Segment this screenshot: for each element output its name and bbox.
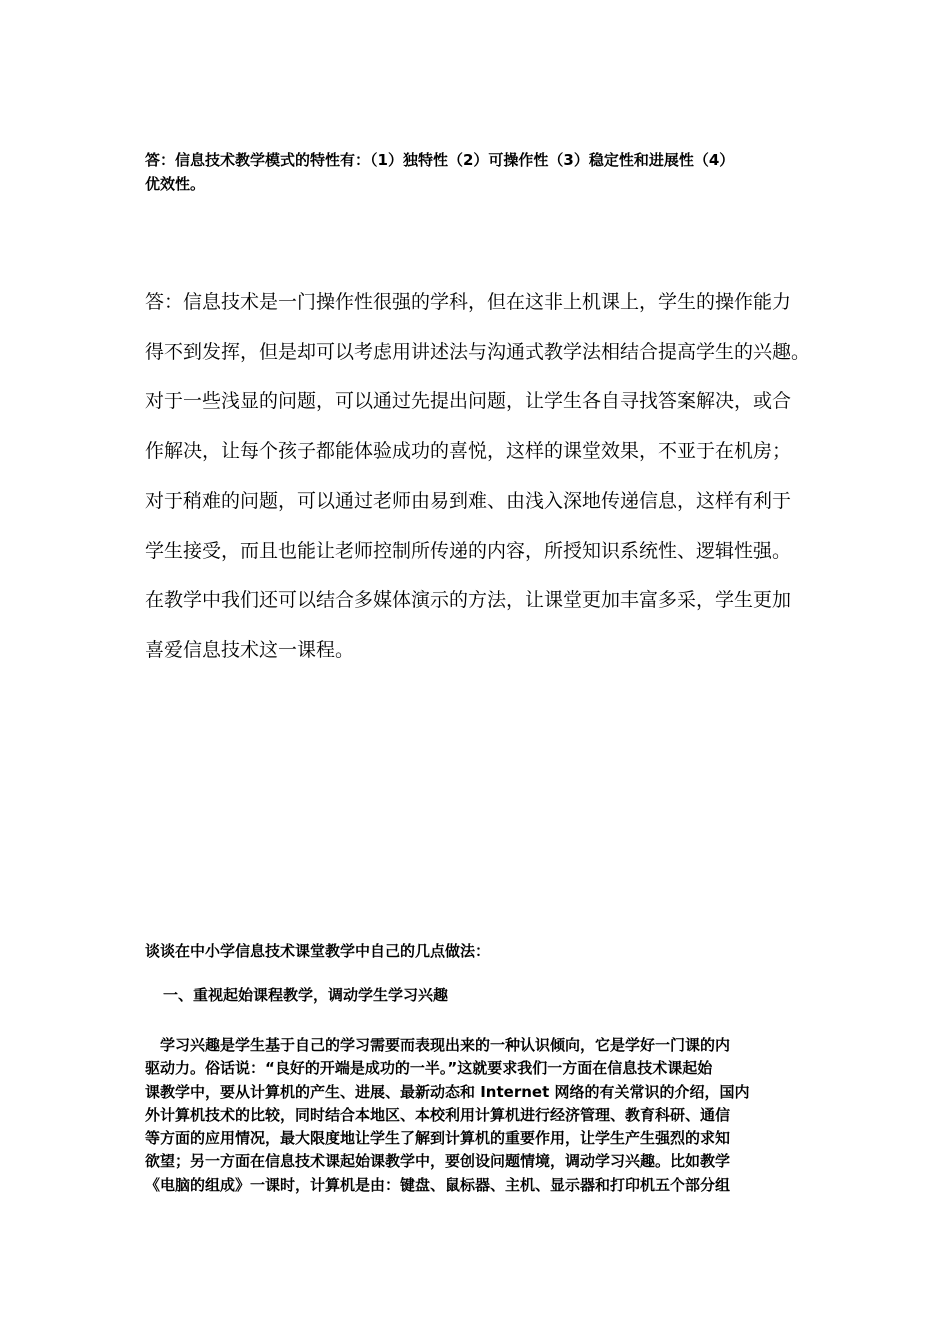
text-line: 等方面的应用情况，最大限度地让学生了解到计算机的重要作用，让学生产生强烈的求知: [145, 1129, 731, 1148]
text-line: 课教学中，要从计算机的产生、进展、最新动态和 Internet 网络的有关常识的介绍，国内: [145, 1082, 750, 1101]
text-line: 欲望；另一方面在信息技术课起始课教学中，要创设问题情境，调动学习兴趣。比如教学: [145, 1152, 731, 1171]
section-heading: 谈谈在中小学信息技术课堂教学中自己的几点做法：: [145, 942, 491, 960]
answer-teaching-methods: [145, 278, 810, 676]
answer-characteristics: [145, 148, 810, 196]
text-line: 答：信息技术是一门操作性很强的学科，但在这非上机课上，学生的操作能力: [145, 291, 792, 313]
text-line: 喜爱信息技术这一课程。: [145, 638, 355, 661]
section-paragraph: [145, 1034, 810, 1197]
text-line: 对于稍难的问题，可以通过老师由易到难、由浅入深地传递信息，这样有利于: [145, 489, 792, 512]
text-line: 学生接受，而且也能让老师控制所传递的内容，所授知识系统性、逻辑性强。: [145, 539, 792, 562]
text-line: 答：信息技术教学模式的特性有：（1）独特性（2）可操作性（3）稳定性和进展性（4）: [145, 151, 735, 169]
text-line: 在教学中我们还可以结合多媒体演示的方法，让课堂更加丰富多采，学生更加: [145, 589, 792, 612]
section-subheading: 一、重视起始课程教学，调动学生学习兴趣: [163, 986, 449, 1004]
text-line: 作解决，让每个孩子都能体验成功的喜悦，这样的课堂效果，不亚于在机房；: [145, 440, 792, 463]
text-line: 驱动力。俗话说：“良好的开端是成功的一半。”这就要求我们一方面在信息技术课起始: [145, 1059, 713, 1078]
text-line: 《电脑的组成》一课时，计算机是由：键盘、鼠标器、主机、显示器和打印机五个部分组: [145, 1175, 731, 1194]
text-line: 优效性。: [145, 175, 206, 193]
text-line: 外计算机技术的比较，同时结合本地区、本校利用计算机进行经济管理、教育科研、通信: [145, 1105, 731, 1124]
text-line: 对于一些浅显的问题，可以通过先提出问题，让学生各自寻找答案解决，或合: [145, 390, 792, 413]
text-line: 学习兴趣是学生基于自己的学习需要而表现出来的一种认识倾向，它是学好一门课的内: [145, 1036, 731, 1054]
text-line: 得不到发挥，但是却可以考虑用讲述法与沟通式教学法相结合提高学生的兴趣。: [145, 340, 811, 363]
